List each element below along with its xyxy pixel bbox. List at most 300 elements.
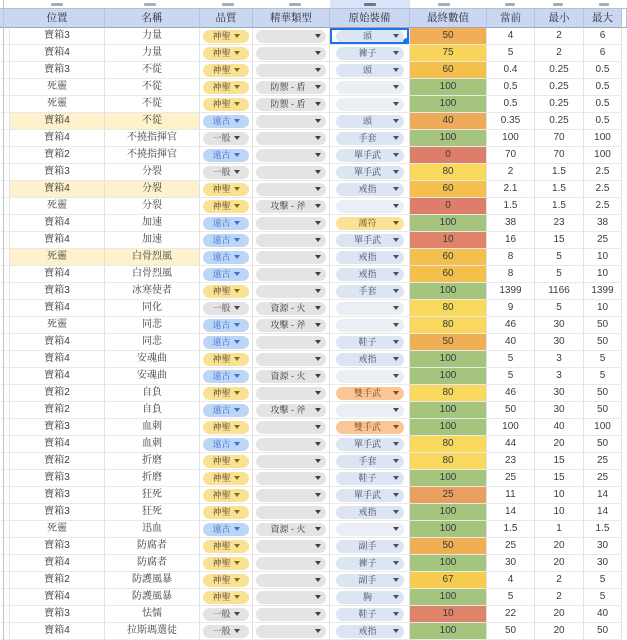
cell-position[interactable]: 寶箱4 (10, 45, 105, 62)
cell-position[interactable]: 寶箱4 (10, 113, 105, 130)
quality-dropdown-chip[interactable] (203, 268, 249, 281)
cell-original-equipment[interactable] (330, 113, 410, 130)
essence-type-dropdown-chip[interactable] (256, 98, 326, 111)
cell-min[interactable]: 5 (535, 266, 584, 283)
essence-type-dropdown-chip[interactable] (256, 132, 326, 145)
cell-current[interactable]: 0.35 (487, 113, 535, 130)
quality-dropdown-chip[interactable] (203, 625, 249, 638)
cell-final-value[interactable]: 100 (410, 470, 487, 487)
cell-min[interactable]: 2 (535, 28, 584, 45)
cell-final-value[interactable]: 80 (410, 453, 487, 470)
cell-quality[interactable] (200, 521, 253, 538)
cell-final-value[interactable]: 25 (410, 487, 487, 504)
cell-original-equipment[interactable] (330, 130, 410, 147)
cell-name[interactable]: 血刺 (105, 436, 200, 453)
cell-position[interactable]: 寶箱3 (10, 538, 105, 555)
quality-dropdown-chip[interactable] (203, 574, 249, 587)
cell-max[interactable]: 100 (584, 130, 622, 147)
cell-original-equipment[interactable] (330, 385, 410, 402)
cell-quality[interactable] (200, 623, 253, 640)
cell-current[interactable]: 16 (487, 232, 535, 249)
cell-final-value[interactable]: 100 (410, 402, 487, 419)
cell-position[interactable]: 寶箱4 (10, 130, 105, 147)
essence-type-dropdown-chip[interactable] (256, 404, 326, 417)
equipment-dropdown-chip[interactable] (336, 115, 404, 128)
cell-max[interactable]: 6 (584, 28, 622, 45)
cell-current[interactable]: 44 (487, 436, 535, 453)
cell-original-equipment[interactable] (330, 164, 410, 181)
cell-current[interactable]: 25 (487, 538, 535, 555)
cell-position[interactable]: 死靈 (10, 198, 105, 215)
essence-type-dropdown-chip[interactable] (256, 47, 326, 60)
cell-max[interactable]: 2.5 (584, 181, 622, 198)
cell-position[interactable]: 寶箱4 (10, 266, 105, 283)
cell-current[interactable]: 40 (487, 334, 535, 351)
cell-max[interactable]: 40 (584, 606, 622, 623)
essence-type-dropdown-chip[interactable] (256, 591, 326, 604)
quality-dropdown-chip[interactable] (203, 149, 249, 162)
cell-name[interactable]: 狂死 (105, 487, 200, 504)
cell-current[interactable]: 50 (487, 402, 535, 419)
cell-name[interactable]: 血刺 (105, 419, 200, 436)
equipment-dropdown-chip[interactable] (336, 251, 404, 264)
cell-min[interactable]: 5 (535, 300, 584, 317)
cell-essence-type[interactable] (253, 453, 330, 470)
cell-quality[interactable] (200, 45, 253, 62)
cell-position[interactable]: 寶箱4 (10, 334, 105, 351)
cell-max[interactable]: 10 (584, 300, 622, 317)
cell-position[interactable]: 死靈 (10, 96, 105, 113)
cell-original-equipment[interactable] (330, 300, 410, 317)
essence-type-dropdown-chip[interactable] (256, 625, 326, 638)
cell-quality[interactable] (200, 470, 253, 487)
essence-type-dropdown-chip[interactable] (256, 489, 326, 502)
cell-essence-type[interactable] (253, 45, 330, 62)
equipment-dropdown-chip[interactable] (336, 370, 404, 383)
cell-position[interactable]: 寶箱4 (10, 300, 105, 317)
cell-original-equipment[interactable] (330, 470, 410, 487)
equipment-dropdown-chip[interactable] (336, 591, 404, 604)
essence-type-dropdown-chip[interactable] (256, 438, 326, 451)
cell-name[interactable]: 不從 (105, 113, 200, 130)
cell-quality[interactable] (200, 402, 253, 419)
cell-name[interactable]: 分裂 (105, 164, 200, 181)
cell-max[interactable]: 0.5 (584, 62, 622, 79)
cell-current[interactable]: 1.5 (487, 198, 535, 215)
cell-original-equipment[interactable] (330, 487, 410, 504)
cell-max[interactable]: 0.5 (584, 79, 622, 96)
cell-min[interactable]: 5 (535, 249, 584, 266)
cell-essence-type[interactable] (253, 113, 330, 130)
cell-position[interactable]: 寶箱3 (10, 419, 105, 436)
cell-max[interactable]: 14 (584, 504, 622, 521)
header-cell-current[interactable]: 當前 (487, 9, 535, 28)
cell-current[interactable]: 25 (487, 470, 535, 487)
cell-current[interactable]: 11 (487, 487, 535, 504)
cell-position[interactable]: 寶箱2 (10, 572, 105, 589)
cell-name[interactable]: 分裂 (105, 198, 200, 215)
cell-final-value[interactable]: 10 (410, 232, 487, 249)
cell-position[interactable]: 寶箱3 (10, 164, 105, 181)
cell-name[interactable]: 自負 (105, 402, 200, 419)
cell-max[interactable]: 30 (584, 555, 622, 572)
cell-name[interactable]: 防護風暴 (105, 572, 200, 589)
cell-min[interactable]: 15 (535, 232, 584, 249)
cell-max[interactable]: 25 (584, 453, 622, 470)
cell-position[interactable]: 寶箱3 (10, 283, 105, 300)
header-cell-quality[interactable]: 品質 (200, 9, 253, 28)
equipment-dropdown-chip[interactable] (336, 472, 404, 485)
cell-current[interactable]: 8 (487, 266, 535, 283)
cell-original-equipment[interactable] (330, 249, 410, 266)
header-cell-position[interactable]: 位置 (10, 9, 105, 28)
header-cell-original-equipment[interactable]: 原始裝備 (330, 9, 410, 28)
essence-type-dropdown-chip[interactable] (256, 336, 326, 349)
cell-essence-type[interactable] (253, 572, 330, 589)
cell-min[interactable]: 30 (535, 334, 584, 351)
cell-position[interactable]: 寶箱3 (10, 28, 105, 45)
cell-final-value[interactable]: 100 (410, 351, 487, 368)
cell-essence-type[interactable] (253, 419, 330, 436)
cell-min[interactable]: 3 (535, 351, 584, 368)
quality-dropdown-chip[interactable] (203, 166, 249, 179)
essence-type-dropdown-chip[interactable] (256, 421, 326, 434)
cell-quality[interactable] (200, 266, 253, 283)
cell-quality[interactable] (200, 385, 253, 402)
essence-type-dropdown-chip[interactable] (256, 183, 326, 196)
cell-name[interactable]: 不撓指揮官 (105, 130, 200, 147)
quality-dropdown-chip[interactable] (203, 557, 249, 570)
cell-essence-type[interactable] (253, 368, 330, 385)
equipment-dropdown-chip[interactable] (336, 132, 404, 145)
cell-final-value[interactable]: 80 (410, 385, 487, 402)
cell-current[interactable]: 5 (487, 351, 535, 368)
essence-type-dropdown-chip[interactable] (256, 506, 326, 519)
cell-max[interactable]: 5 (584, 572, 622, 589)
cell-final-value[interactable]: 100 (410, 555, 487, 572)
cell-name[interactable]: 同悲 (105, 317, 200, 334)
cell-name[interactable]: 安魂曲 (105, 368, 200, 385)
essence-type-dropdown-chip[interactable] (256, 472, 326, 485)
quality-dropdown-chip[interactable] (203, 523, 249, 536)
equipment-dropdown-chip[interactable] (336, 81, 404, 94)
cell-max[interactable]: 50 (584, 317, 622, 334)
quality-dropdown-chip[interactable] (203, 540, 249, 553)
quality-dropdown-chip[interactable] (203, 132, 249, 145)
essence-type-dropdown-chip[interactable] (256, 166, 326, 179)
cell-min[interactable]: 15 (535, 453, 584, 470)
cell-original-equipment[interactable] (330, 606, 410, 623)
essence-type-dropdown-chip[interactable] (256, 251, 326, 264)
quality-dropdown-chip[interactable] (203, 251, 249, 264)
cell-current[interactable]: 14 (487, 504, 535, 521)
cell-original-equipment[interactable] (330, 521, 410, 538)
cell-min[interactable]: 40 (535, 419, 584, 436)
cell-essence-type[interactable] (253, 317, 330, 334)
cell-current[interactable]: 0.5 (487, 79, 535, 96)
cell-current[interactable]: 0.4 (487, 62, 535, 79)
cell-original-equipment[interactable] (330, 28, 410, 45)
equipment-dropdown-chip[interactable] (336, 98, 404, 111)
essence-type-dropdown-chip[interactable] (256, 149, 326, 162)
cell-name[interactable]: 拉斯瑪選徒 (105, 623, 200, 640)
cell-name[interactable]: 力量 (105, 45, 200, 62)
cell-min[interactable]: 20 (535, 606, 584, 623)
cell-quality[interactable] (200, 538, 253, 555)
cell-min[interactable]: 1166 (535, 283, 584, 300)
cell-position[interactable]: 寶箱3 (10, 606, 105, 623)
equipment-dropdown-chip[interactable] (336, 557, 404, 570)
cell-max[interactable]: 6 (584, 45, 622, 62)
cell-essence-type[interactable] (253, 232, 330, 249)
cell-original-equipment[interactable] (330, 266, 410, 283)
equipment-dropdown-chip[interactable] (336, 625, 404, 638)
cell-essence-type[interactable] (253, 147, 330, 164)
cell-max[interactable]: 50 (584, 402, 622, 419)
equipment-dropdown-chip[interactable] (336, 30, 404, 43)
quality-dropdown-chip[interactable] (203, 285, 249, 298)
cell-current[interactable]: 1399 (487, 283, 535, 300)
cell-max[interactable]: 0.5 (584, 96, 622, 113)
cell-original-equipment[interactable] (330, 436, 410, 453)
cell-essence-type[interactable] (253, 62, 330, 79)
cell-original-equipment[interactable] (330, 538, 410, 555)
cell-original-equipment[interactable] (330, 181, 410, 198)
quality-dropdown-chip[interactable] (203, 217, 249, 230)
cell-name[interactable]: 防腐者 (105, 555, 200, 572)
cell-name[interactable]: 白骨烈風 (105, 249, 200, 266)
equipment-dropdown-chip[interactable] (336, 421, 404, 434)
cell-current[interactable]: 100 (487, 419, 535, 436)
cell-name[interactable]: 白骨烈風 (105, 266, 200, 283)
essence-type-dropdown-chip[interactable] (256, 608, 326, 621)
equipment-dropdown-chip[interactable] (336, 438, 404, 451)
cell-min[interactable]: 0.25 (535, 79, 584, 96)
cell-current[interactable]: 30 (487, 555, 535, 572)
cell-final-value[interactable]: 100 (410, 130, 487, 147)
cell-min[interactable]: 0.25 (535, 96, 584, 113)
cell-essence-type[interactable] (253, 589, 330, 606)
cell-essence-type[interactable] (253, 623, 330, 640)
cell-current[interactable]: 2.1 (487, 181, 535, 198)
header-cell-name[interactable]: 名稱 (105, 9, 200, 28)
cell-current[interactable]: 4 (487, 28, 535, 45)
cell-quality[interactable] (200, 232, 253, 249)
cell-original-equipment[interactable] (330, 555, 410, 572)
quality-dropdown-chip[interactable] (203, 506, 249, 519)
cell-final-value[interactable]: 60 (410, 249, 487, 266)
cell-max[interactable]: 2.5 (584, 198, 622, 215)
cell-original-equipment[interactable] (330, 572, 410, 589)
cell-current[interactable]: 5 (487, 368, 535, 385)
cell-max[interactable]: 14 (584, 487, 622, 504)
equipment-dropdown-chip[interactable] (336, 268, 404, 281)
cell-quality[interactable] (200, 215, 253, 232)
cell-quality[interactable] (200, 113, 253, 130)
cell-final-value[interactable]: 60 (410, 181, 487, 198)
equipment-dropdown-chip[interactable] (336, 387, 404, 400)
cell-min[interactable]: 2 (535, 572, 584, 589)
cell-final-value[interactable]: 60 (410, 62, 487, 79)
equipment-dropdown-chip[interactable] (336, 166, 404, 179)
cell-essence-type[interactable] (253, 283, 330, 300)
cell-name[interactable]: 加速 (105, 215, 200, 232)
cell-original-equipment[interactable] (330, 147, 410, 164)
essence-type-dropdown-chip[interactable] (256, 319, 326, 332)
cell-original-equipment[interactable] (330, 79, 410, 96)
equipment-dropdown-chip[interactable] (336, 319, 404, 332)
cell-current[interactable]: 1.5 (487, 521, 535, 538)
essence-type-dropdown-chip[interactable] (256, 115, 326, 128)
cell-original-equipment[interactable] (330, 198, 410, 215)
cell-original-equipment[interactable] (330, 504, 410, 521)
cell-essence-type[interactable] (253, 385, 330, 402)
cell-quality[interactable] (200, 589, 253, 606)
cell-current[interactable]: 50 (487, 623, 535, 640)
essence-type-dropdown-chip[interactable] (256, 217, 326, 230)
cell-name[interactable]: 冰寒使者 (105, 283, 200, 300)
equipment-dropdown-chip[interactable] (336, 285, 404, 298)
essence-type-dropdown-chip[interactable] (256, 30, 326, 43)
cell-quality[interactable] (200, 249, 253, 266)
cell-current[interactable]: 8 (487, 249, 535, 266)
equipment-dropdown-chip[interactable] (336, 540, 404, 553)
cell-final-value[interactable]: 100 (410, 521, 487, 538)
cell-current[interactable]: 46 (487, 385, 535, 402)
essence-type-dropdown-chip[interactable] (256, 574, 326, 587)
cell-final-value[interactable]: 50 (410, 538, 487, 555)
quality-dropdown-chip[interactable] (203, 115, 249, 128)
fill-handle[interactable] (403, 38, 410, 45)
header-cell-min[interactable]: 最小 (535, 9, 584, 28)
cell-final-value[interactable]: 75 (410, 45, 487, 62)
cell-name[interactable]: 防腐者 (105, 538, 200, 555)
cell-position[interactable]: 寶箱2 (10, 147, 105, 164)
cell-final-value[interactable]: 80 (410, 164, 487, 181)
cell-original-equipment[interactable] (330, 62, 410, 79)
cell-current[interactable]: 2 (487, 164, 535, 181)
quality-dropdown-chip[interactable] (203, 98, 249, 111)
equipment-dropdown-chip[interactable] (336, 336, 404, 349)
cell-final-value[interactable]: 100 (410, 368, 487, 385)
cell-quality[interactable] (200, 419, 253, 436)
cell-name[interactable]: 迅血 (105, 521, 200, 538)
cell-essence-type[interactable] (253, 28, 330, 45)
equipment-dropdown-chip[interactable] (336, 608, 404, 621)
cell-quality[interactable] (200, 164, 253, 181)
cell-name[interactable]: 分裂 (105, 181, 200, 198)
cell-max[interactable]: 50 (584, 385, 622, 402)
cell-final-value[interactable]: 100 (410, 215, 487, 232)
quality-dropdown-chip[interactable] (203, 421, 249, 434)
quality-dropdown-chip[interactable] (203, 183, 249, 196)
cell-min[interactable]: 3 (535, 368, 584, 385)
quality-dropdown-chip[interactable] (203, 234, 249, 247)
equipment-dropdown-chip[interactable] (336, 200, 404, 213)
cell-final-value[interactable]: 80 (410, 317, 487, 334)
cell-quality[interactable] (200, 79, 253, 96)
cell-current[interactable]: 23 (487, 453, 535, 470)
cell-min[interactable]: 30 (535, 385, 584, 402)
header-cell-essence-type[interactable]: 精華類型 (253, 9, 330, 28)
quality-dropdown-chip[interactable] (203, 404, 249, 417)
cell-min[interactable]: 20 (535, 623, 584, 640)
cell-min[interactable]: 20 (535, 538, 584, 555)
quality-dropdown-chip[interactable] (203, 64, 249, 77)
cell-name[interactable]: 不從 (105, 62, 200, 79)
quality-dropdown-chip[interactable] (203, 336, 249, 349)
cell-final-value[interactable]: 50 (410, 28, 487, 45)
cell-quality[interactable] (200, 28, 253, 45)
cell-quality[interactable] (200, 300, 253, 317)
cell-essence-type[interactable] (253, 351, 330, 368)
cell-position[interactable]: 寶箱3 (10, 62, 105, 79)
cell-final-value[interactable]: 100 (410, 419, 487, 436)
essence-type-dropdown-chip[interactable] (256, 285, 326, 298)
cell-max[interactable]: 30 (584, 538, 622, 555)
quality-dropdown-chip[interactable] (203, 47, 249, 60)
quality-dropdown-chip[interactable] (203, 30, 249, 43)
cell-name[interactable]: 不從 (105, 96, 200, 113)
cell-current[interactable]: 70 (487, 147, 535, 164)
cell-max[interactable]: 25 (584, 232, 622, 249)
cell-position[interactable]: 死靈 (10, 249, 105, 266)
cell-position[interactable]: 寶箱4 (10, 215, 105, 232)
equipment-dropdown-chip[interactable] (336, 523, 404, 536)
cell-quality[interactable] (200, 555, 253, 572)
cell-original-equipment[interactable] (330, 96, 410, 113)
essence-type-dropdown-chip[interactable] (256, 523, 326, 536)
equipment-dropdown-chip[interactable] (336, 404, 404, 417)
cell-position[interactable]: 寶箱3 (10, 470, 105, 487)
essence-type-dropdown-chip[interactable] (256, 64, 326, 77)
cell-quality[interactable] (200, 606, 253, 623)
cell-original-equipment[interactable] (330, 402, 410, 419)
cell-position[interactable]: 寶箱4 (10, 589, 105, 606)
cell-essence-type[interactable] (253, 249, 330, 266)
cell-final-value[interactable]: 10 (410, 606, 487, 623)
quality-dropdown-chip[interactable] (203, 455, 249, 468)
cell-position[interactable]: 死靈 (10, 521, 105, 538)
cell-final-value[interactable]: 100 (410, 79, 487, 96)
essence-type-dropdown-chip[interactable] (256, 268, 326, 281)
quality-dropdown-chip[interactable] (203, 200, 249, 213)
essence-type-dropdown-chip[interactable] (256, 557, 326, 570)
cell-final-value[interactable]: 50 (410, 334, 487, 351)
cell-max[interactable]: 10 (584, 266, 622, 283)
cell-name[interactable]: 同化 (105, 300, 200, 317)
cell-min[interactable]: 2 (535, 589, 584, 606)
cell-min[interactable]: 2 (535, 45, 584, 62)
cell-name[interactable]: 不從 (105, 79, 200, 96)
equipment-dropdown-chip[interactable] (336, 506, 404, 519)
equipment-dropdown-chip[interactable] (336, 234, 404, 247)
cell-name[interactable]: 自負 (105, 385, 200, 402)
cell-quality[interactable] (200, 147, 253, 164)
cell-min[interactable]: 0.25 (535, 62, 584, 79)
equipment-dropdown-chip[interactable] (336, 302, 404, 315)
cell-position[interactable]: 寶箱4 (10, 181, 105, 198)
cell-min[interactable]: 70 (535, 130, 584, 147)
quality-dropdown-chip[interactable] (203, 591, 249, 604)
quality-dropdown-chip[interactable] (203, 353, 249, 366)
quality-dropdown-chip[interactable] (203, 370, 249, 383)
quality-dropdown-chip[interactable] (203, 387, 249, 400)
cell-max[interactable]: 50 (584, 623, 622, 640)
cell-essence-type[interactable] (253, 504, 330, 521)
equipment-dropdown-chip[interactable] (336, 489, 404, 502)
essence-type-dropdown-chip[interactable] (256, 200, 326, 213)
